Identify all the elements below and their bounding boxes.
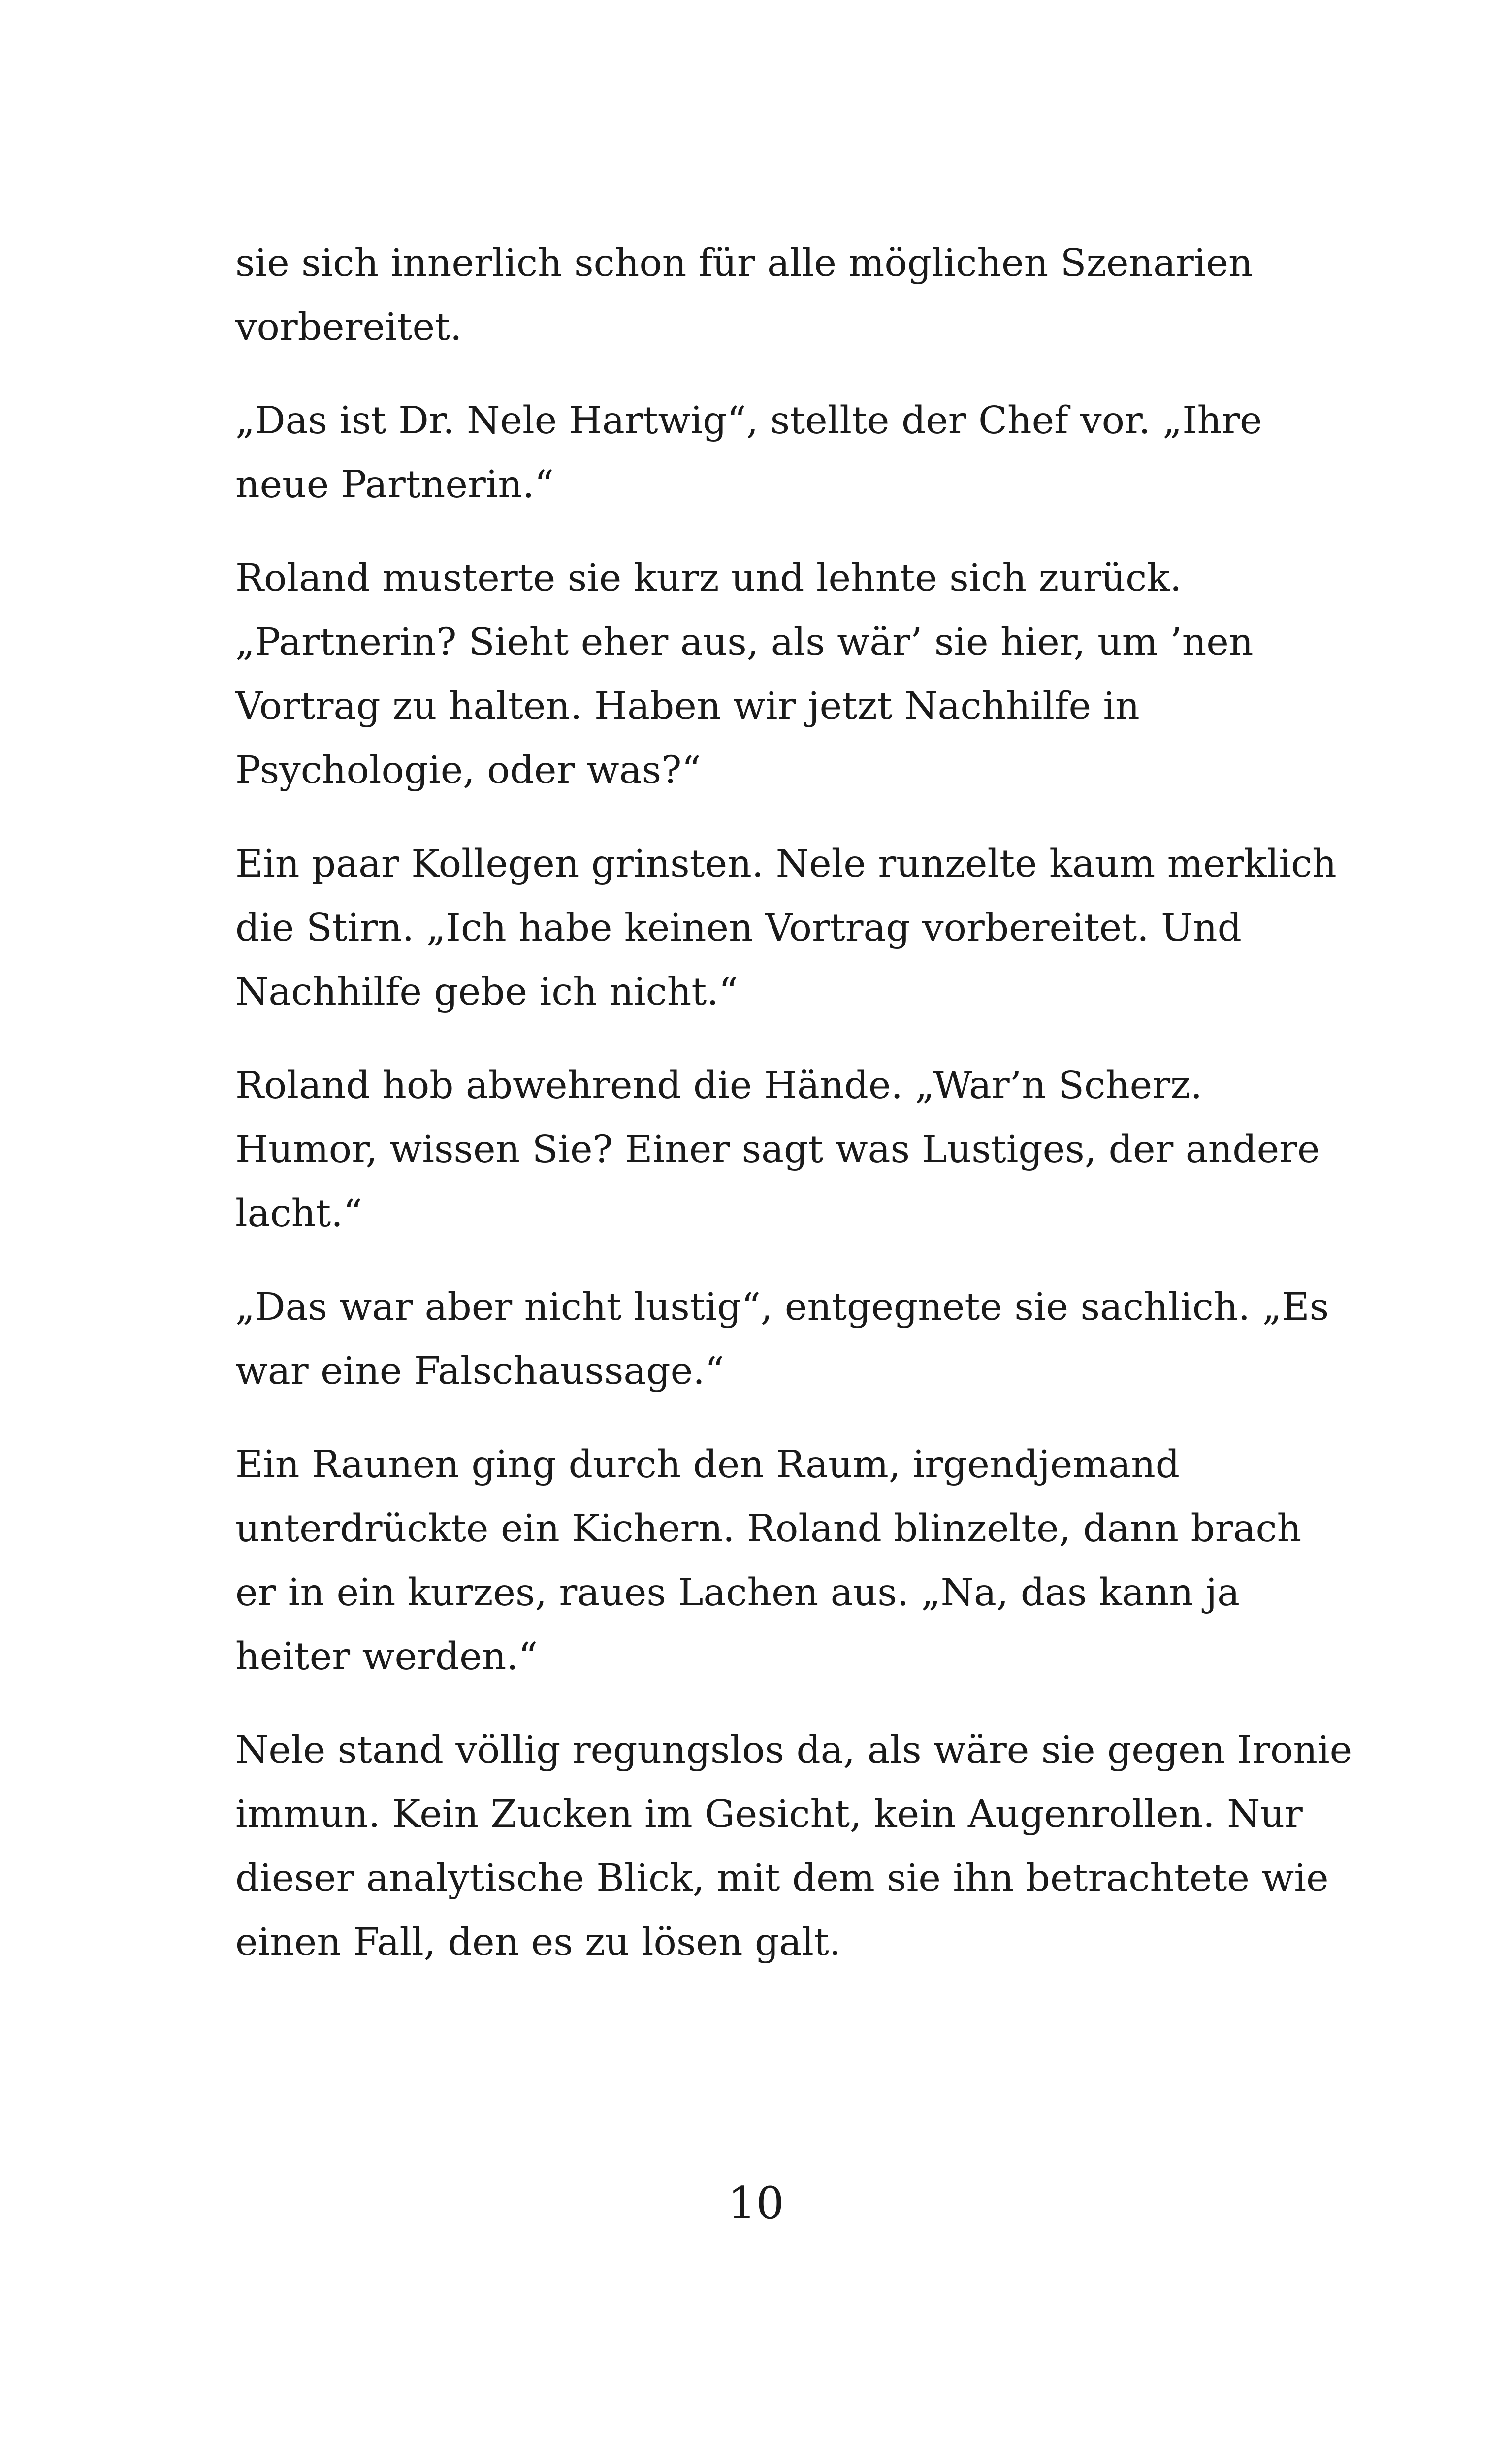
text-line: Ein paar Kollegen grinsten. Nele runzelte kaum merklich: [235, 842, 1337, 886]
paragraph-3: [235, 547, 1309, 803]
text-line: er in ein kurzes, raues Lachen aus. „Na, das kann ja: [235, 1571, 1240, 1615]
text-line: unterdrückte ein Kichern. Roland blinzelte, dann brach: [235, 1507, 1302, 1551]
body-text: [235, 231, 1352, 2004]
text-line: heiter werden.“: [235, 1635, 538, 1679]
text-line: vorbereitet.: [235, 305, 462, 349]
text-line: einen Fall, den es zu lösen galt.: [235, 1921, 841, 1964]
text-line: Psychologie, oder was?“: [235, 749, 701, 792]
paragraph-6: [235, 1275, 1329, 1403]
text-line: „Das war aber nicht lustig“, entgegnete sie sachlich. „Es: [235, 1285, 1329, 1329]
text-line: neue Partnerin.“: [235, 463, 554, 507]
page-number: 10: [728, 2178, 784, 2229]
paragraph-8: [235, 1719, 1352, 1975]
paragraph-4: [235, 832, 1337, 1024]
text-line: immun. Kein Zucken im Gesicht, kein Augenrollen. Nur: [235, 1792, 1303, 1836]
text-line: Ein Raunen ging durch den Raum, irgendjemand: [235, 1443, 1180, 1487]
text-line: Nele stand völlig regungslos da, als wäre sie gegen Ironie: [235, 1728, 1352, 1772]
paragraph-5: [235, 1054, 1320, 1246]
text-line: dieser analytische Blick, mit dem sie ihn betrachtete wie: [235, 1857, 1329, 1900]
text-line: „Das ist Dr. Nele Hartwig“, stellte der Chef vor. „Ihre: [235, 399, 1262, 443]
text-line: sie sich innerlich schon für alle möglichen Szenarien: [235, 241, 1253, 285]
paragraph-1: [235, 231, 1309, 359]
text-line: Nachhilfe gebe ich nicht.“: [235, 970, 739, 1014]
text-line: Humor, wissen Sie? Einer sagt was Lustiges, der andere: [235, 1128, 1320, 1172]
text-line: „Partnerin? Sieht eher aus, als wär’ sie hier, um ’nen: [235, 620, 1254, 664]
text-line: war eine Falschaussage.“: [235, 1349, 725, 1393]
text-line: Roland musterte sie kurz und lehnte sich zurück.: [235, 556, 1182, 600]
paragraph-2: [235, 389, 1309, 517]
text-line: Roland hob abwehrend die Hände. „War’n Scherz.: [235, 1064, 1203, 1107]
text-line: die Stirn. „Ich habe keinen Vortrag vorbereitet. Und: [235, 906, 1242, 950]
paragraph-7: [235, 1433, 1309, 1689]
text-line: lacht.“: [235, 1192, 363, 1236]
text-line: Vortrag zu halten. Haben wir jetzt Nachhilfe in: [235, 684, 1140, 728]
